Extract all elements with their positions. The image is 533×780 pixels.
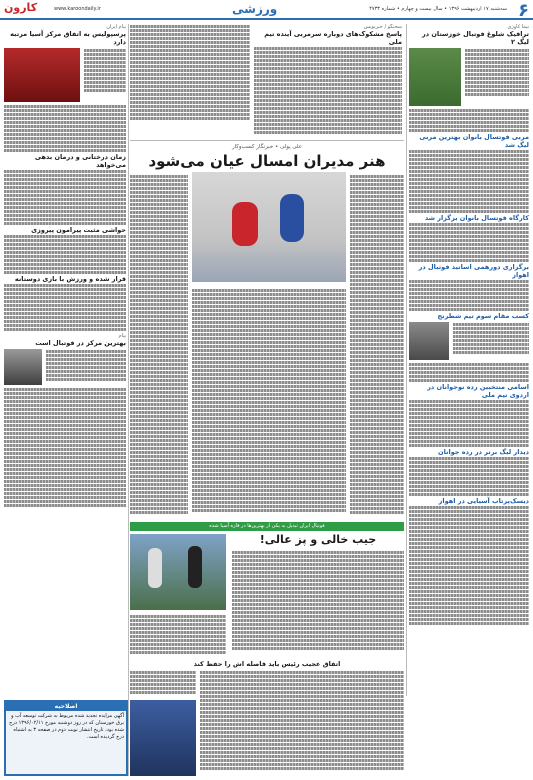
right-headline-5[interactable]: کسب مقام سوم تیم شطرنج	[437, 312, 529, 320]
column-divider	[406, 24, 407, 696]
page-number: ۶	[518, 0, 529, 21]
top-center-story	[254, 24, 402, 140]
taekwondo-photo	[192, 172, 346, 282]
right-headline-4[interactable]: برگزاری دورهمی اساتید فوتبال در اهواز	[418, 263, 529, 279]
left-divider	[128, 24, 129, 776]
top-left-story-text	[130, 24, 250, 140]
main-story-col-right	[350, 174, 404, 518]
right-headline-2[interactable]: مربی فوتسال بانوان بهترین مربی لیگ شد	[419, 133, 529, 149]
main-title[interactable]: هنر مدیران امسال عیان می‌شود	[148, 152, 386, 170]
team-photo	[4, 48, 80, 102]
top-divider	[130, 140, 404, 141]
coach-figure-2	[188, 546, 202, 588]
dateline: سه‌شنبه ۱۷ اردیبهشت ۱۳۹۶ • سال بیست و چهارم • شماره ۴۷۳۳	[369, 6, 507, 12]
bottom-leftmost-text	[130, 670, 196, 698]
fighter-red	[232, 202, 258, 246]
right-headline-6[interactable]: اسامی منتخبین رده نوجوانان در اردوی تیم ملی	[427, 383, 529, 399]
fighter-blue	[280, 194, 304, 242]
main-story-col-mid	[192, 288, 346, 518]
coaches-photo	[130, 534, 226, 610]
top-kicker: سخنگو / خبرنویس	[363, 24, 402, 30]
right-headline-7[interactable]: دیدار لیگ برتر در رده جوانان	[438, 448, 529, 456]
correction-title: اصلاحیه	[6, 702, 126, 711]
portrait-photo	[409, 322, 449, 360]
correction-box	[4, 700, 128, 776]
player-photo	[4, 349, 42, 385]
left-headline-3[interactable]: حواشی مثبت پیرامون پیروزی	[31, 226, 126, 234]
right-headline-8[interactable]: دیسک‌پرتاب آسیایی در اهواز	[438, 497, 529, 505]
bottom-title[interactable]: جیب خالی و پز عالی!	[259, 533, 377, 546]
bottom-story-text	[232, 550, 404, 656]
main-story-col-left	[130, 174, 188, 518]
page-header	[0, 0, 533, 20]
right-headline-3[interactable]: کارگاه فوتسال بانوان برگزار شد	[424, 214, 529, 222]
main-kicker: علی پولی • خبرنگار کسب‌وکار	[231, 144, 303, 150]
correction-text: آگهی مزایده تجدید شده مربوط به شرکت توسعه آب و برق خوزستان که در روز دوشنبه مورخ ۱۳۹۶/۰۲/۱۱ درج شده بود، تاریخ انتشار نوبت دوم در صفحه ۳ به اشتباه درج گردیده است.	[9, 713, 124, 740]
bottom-lower-text	[200, 670, 404, 776]
site-url[interactable]: www.karoondaily.ir	[54, 6, 101, 12]
section-title: ورزشی	[232, 2, 278, 16]
right-kicker: نیما کاوژی	[507, 24, 529, 30]
bottom-story-left-text	[130, 614, 226, 656]
top-headline[interactable]: پاسخ مشکوک‌های دوباره سرمربی آینده تیم ملی	[264, 30, 402, 46]
field-photo	[409, 48, 461, 106]
stadium-photo	[130, 700, 196, 776]
coach-figure-1	[148, 548, 162, 588]
left-headline-2[interactable]: زمان درختانی و درمان بدهی می‌خواهد	[34, 153, 126, 169]
left-headline-1[interactable]: پرسپولیس به اتفاق مرکز آسیا مرتبه دارد	[10, 30, 126, 46]
right-headline-1[interactable]: ترافیک شلوغ فوتبال خوزستان در لیگ ۲	[421, 30, 529, 46]
left-kicker: پیام ایران	[106, 24, 126, 30]
left-headline-5[interactable]: بهترین مرکز در فوتبال است	[35, 339, 126, 347]
newspaper-logo: کارون	[4, 1, 38, 14]
left-note: پیام	[118, 333, 126, 339]
right-column	[409, 24, 529, 696]
left-column	[4, 24, 126, 696]
bottom-sub-headline[interactable]: اتفاق عجیب رئیس باید فاصله اش را حفظ کند	[193, 660, 341, 668]
green-banner: فوتبال ایران تبدیل به یکی از بهترین‌ها در قاره آسیا شده	[130, 522, 404, 531]
left-headline-4[interactable]: قرار شده و ورزش با بازی دوستانه	[14, 275, 126, 283]
